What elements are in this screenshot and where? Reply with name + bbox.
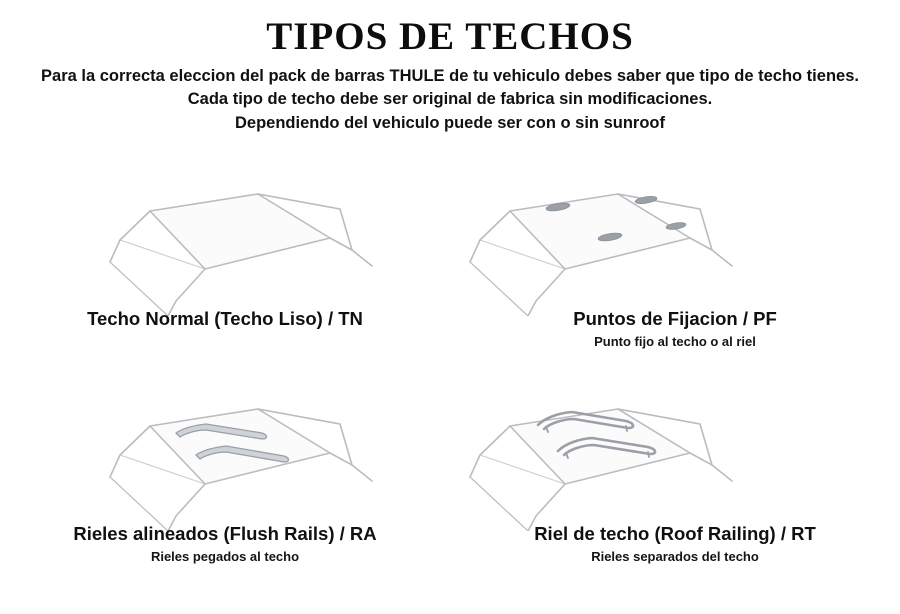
- roof-type-card-rt: [450, 381, 900, 601]
- tipos-de-techos-infographic: [0, 14, 900, 614]
- subtitle-block: [20, 65, 880, 135]
- roof-type-subcaption-ra: Rieles pegados al techo: [150, 549, 300, 564]
- roof-type-caption-rt: Riel de techo (Roof Railing) / RT: [534, 523, 816, 544]
- roof-type-card-ra: [0, 381, 450, 601]
- roof-diagram-flush-rails: [0, 381, 450, 531]
- roof-type-caption-pf: Puntos de Fijacion / PF: [573, 308, 777, 329]
- roof-types-grid: [0, 166, 900, 606]
- roof-diagram-fixed-points: [450, 166, 900, 316]
- roof-diagram-roof-railing: [450, 381, 900, 531]
- page-title: TIPOS DE TECHOS: [266, 15, 634, 58]
- roof-type-card-tn: [0, 166, 450, 386]
- roof-type-subcaption-rt: Rieles separados del techo: [591, 549, 759, 564]
- roof-type-caption-ra: Rieles alineados (Flush Rails) / RA: [73, 523, 377, 544]
- subtitle-line-3: Dependiendo del vehiculo puede ser con o sin sunroof: [235, 113, 665, 132]
- roof-type-subcaption-pf: Punto fijo al techo o al riel: [594, 334, 756, 349]
- subtitle-line-1: Para la correcta eleccion del pack de barras THULE de tu vehiculo debes saber que tipo de techo tienes.: [41, 67, 859, 85]
- roof-type-caption-tn: Techo Normal (Techo Liso) / TN: [87, 308, 363, 329]
- roof-diagram-normal: [0, 166, 450, 316]
- subtitle-line-2: Cada tipo de techo debe ser original de fabrica sin modificaciones.: [187, 90, 713, 109]
- roof-type-card-pf: [450, 166, 900, 386]
